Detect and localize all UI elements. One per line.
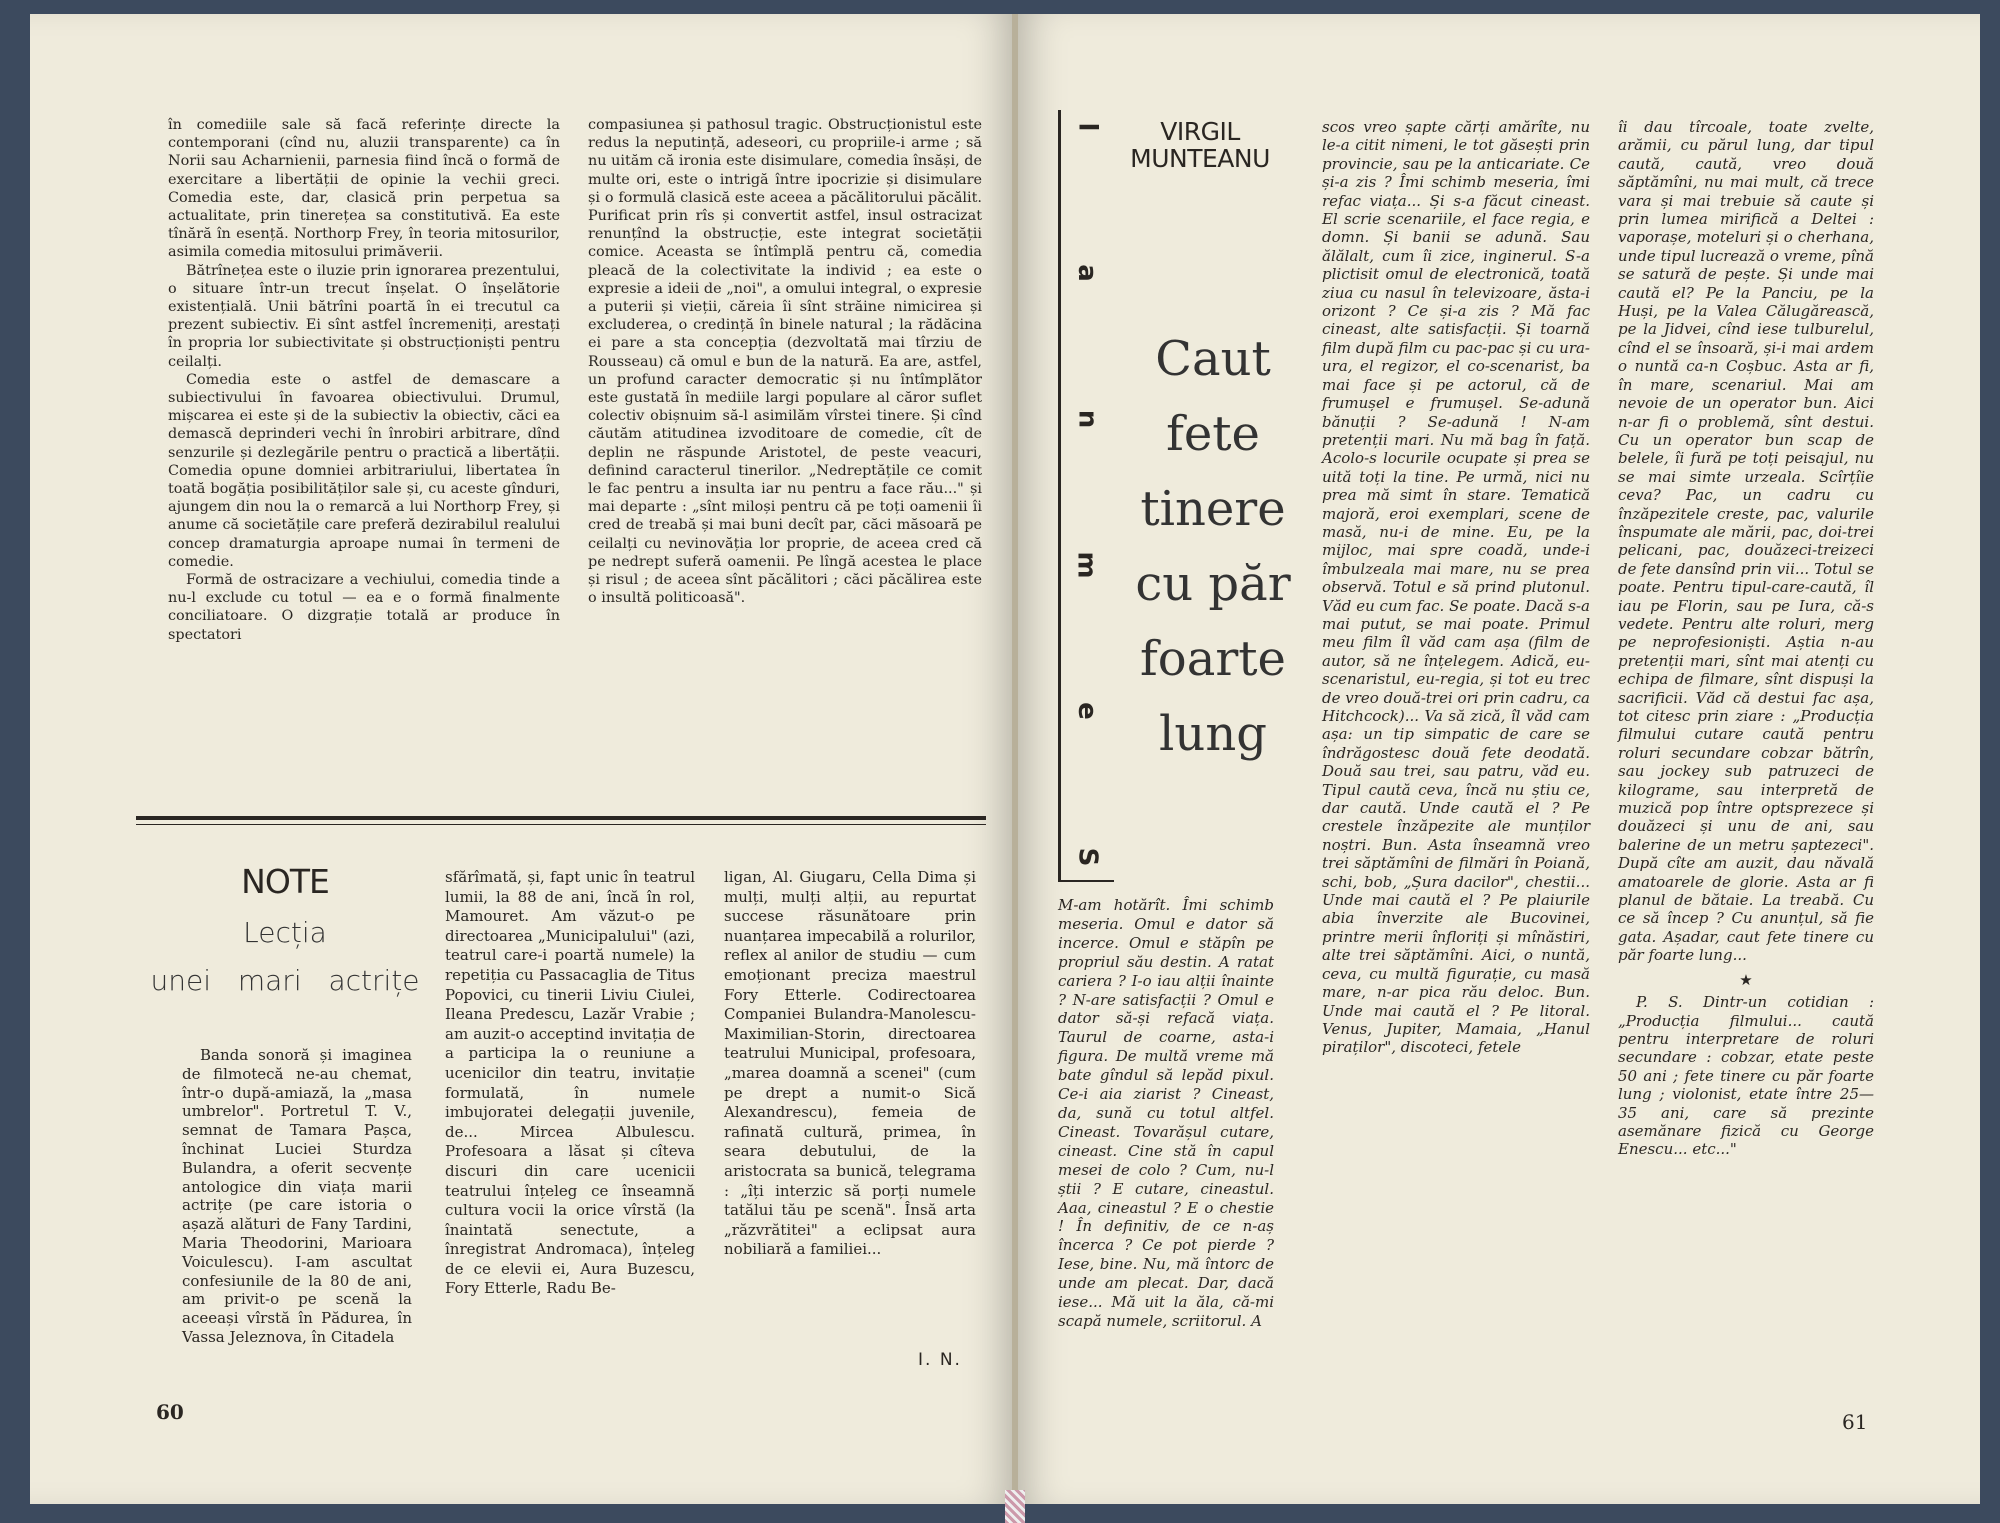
note-signoff: I. N. <box>918 1350 962 1370</box>
author-last-name: MUNTEANU <box>1130 144 1270 173</box>
essay-paragraph: compasiunea și pathosul tragic. Obstrucționistul este redus la neputință, adeseori, cu propriile-i arme ; să nu uităm că ironia este disimulare, comedia însăși, de multe ori, este o intrigă între ipocrizie și disimulare și o formulă clasică este aceea a păcălitorului păcălit. Purificat prin rîs și convertit astfel, insul ostracizat renunțînd la obstrucție, este integrat societății comice. Aceasta se întîmplă pentru că, comedia pleacă de la colectivitate la individ ; ea este o expresie a ideii de „noi", a omului integral, o expresie a puterii și vieții, căreia îi sînt străine nimicirea și excluderea, o credință în binele natural ; la rădăcina ei pare a sta concepția (dezvoltată mai tîrziu de Rousseau) că omul e bun de la natură. Ea are, astfel, un profund caracter democratic și nu întîmplător este gustată în mediile largi populare al căror suflet colectiv obișnuim să-l asimilăm vîrstei tinere. Și cînd căutăm atitudinea izvoditoare de comedie, cît de deplin ne răspunde Aristotel, de peste veacuri, definind caracterul tinerilor. „Nedreptățile ce comit le fac pentru a insulta iar nu pentru a face rău..." și mai departe : „sînt miloși pentru că pe toți oamenii îi cred de treabă și mai buni decît par, căci măsoară pe ceilalți cu nevinovăția lor proprie, de aceea cred că pe nedrept suferă oamenii. Pe lîngă acestea le place și risul ; de aceea sînt păcălitori ; căci păcălirea este o insultă politicoasă". <box>588 117 982 607</box>
essay-paragraph: Formă de ostracizare a vechiului, comedia tinde a nu-l exclude cu totul — ea e o formă finalmente conciliatoare. O dizgrație totală ar produce în spectatori <box>168 572 560 643</box>
title-line: tinere <box>1140 481 1286 537</box>
column-label-letter: a <box>1071 264 1102 282</box>
column-rule-vertical <box>1058 110 1061 880</box>
title-line: lung <box>1159 706 1267 762</box>
title-line: Caut <box>1155 331 1271 387</box>
article-paragraph: scos vreo șapte cărți amărîte, nu le-a citit nimeni, le tot găsești prin provincie, sau pe la anticariate. Ce și-a zis ? Îmi schimb meseria, îmi refac viața... Și s-a făcut cineast. El scrie scenariile, el face regia, e domn. Și banii se adună. Sau ălălalt, cum îi zice, inginerul. S-a plictisit omul de electronică, toată ziua cu nasul în televizoare, ăsta-i orizont ? Ce și-a zis ? Mă fac cineast, alte satisfacții. Și toarnă film după film cu pac-pac și cu ura-ura, el regizor, el co-scenarist, ba mai face și pe actorul, că de frumușel e frumușel. Se-adună bănuții ? Se-adună ! N-am pretenții mari. Nu mă bag în față. Acolo-s locurile ocupate și prea se uită toți la tine. Pe urmă, nici nu prea mă simt în stare. Tematică majoră, eroi exemplari, scene de masă, nu-i de mine. Eu, pe la mijloc, mai spre coadă, unde-i îmbulzeala mai mare, nu se prea observă. Totul e să prind plutonul. Văd eu cum fac. Se poate. Dacă s-a mai putut, se mai poate. Primul meu film îl văd cam așa (film de autor, să ne înțelegem. Adică, eu-scenaristul, eu-regia, și tot eu trec de vreo două-trei ori prin cadru, ca Hitchcock)... Va să zică, îl văd cam așa: un tip simpatic de care se îndrăgostesc două fete deodată. Două sau trei, sau patru, văd eu. Tipul caută ceva, încă nu știu ce, dar caută. Unde caută el ? Pe crestele înzăpezite ale munților noștri. Bun. Asta înseamnă vreo trei săptămîni de filmări în Poiană, schi, bob, „Șura dacilor", chestii... Unde mai caută el ? Pe plaiurile abia înverzite ale Bucovinei, printre merii înfloriți și mînăstiri, alte trei săptămîni. Aici, o nuntă, ceva, cu multă figurație, cu masă mare, n-ar pica rău deloc. Bun. Unde mai caută el ? Pe litoral. Venus, Jupiter, Mamaia, „Hanul piraților", discoteci, fetele <box>1322 118 1590 1057</box>
note-column-2 <box>445 868 695 1299</box>
essay-paragraph: Comedia este o astfel de demascare a subiectivului în favoarea obiectivului. Drumul, mișcarea ei este și de la subiectiv la obiectiv, căci ea demască deprinderi vechi în înrobiri arbitrare, dînd senzurile și dezlegările pentru o practică a libertății. Comedia opune domniei arbitrariului, libertatea în toată bogăția posibilităților sale și, cu aceste gînduri, ajungem din nou la o remarcă a lui Northorp Frey, și anume că societățile care preferă dezirabilul realului concep dramaturgia aproape numai în termeni de comedie. <box>168 371 560 570</box>
book-gutter <box>1012 14 1018 1504</box>
article-column-2 <box>1322 118 1590 1057</box>
note-column-3 <box>724 868 976 1260</box>
essay-column-2 <box>588 116 982 607</box>
essay-column-1 <box>168 116 560 644</box>
note-heading: NOTE <box>241 862 329 901</box>
binding-thread <box>1005 1490 1025 1523</box>
note-paragraph: ligan, Al. Giugaru, Cella Dima și mulți, mulți alții, au repurtat succese răsunătoare prin nuanțarea impecabilă a rolurilor, reflex al anilor de studiu — cum emoționant preciza maestrul Fory Etterle. Codirectoarea Companiei Bulandra-Manolescu-Maximilian-Storin, directoarea teatrului Municipal, profesoara, „marea doamnă a scenei" (cum pe drept a numit-o Sică Alexandrescu), femeia de rafinată cultură, primea, în seara debutului, de la aristocrata sa bunică, telegrama : „îți interzic să porți numele tatălui tău pe scenă". Însă arta „răzvrătitei" a eclipsat aura nobiliară a familiei... <box>724 868 976 1259</box>
column-rule-bottom <box>1058 880 1114 882</box>
column-label-letter: n <box>1071 409 1102 429</box>
star-ornament: ★ <box>1739 970 1753 989</box>
article-column-1 <box>1058 896 1274 1331</box>
page-number-right: 61 <box>1842 1410 1868 1434</box>
title-line: fete <box>1166 406 1260 462</box>
essay-paragraph: în comediile sale să facă referințe directe la contemporani (cînd nu, aluzii transparente) ca în Norii sau Acharnienii, parnesia fiind încă o formă de exercitare a libertății de opinie la vechii greci. Comedia este, dar, clasică prin perpetua sa actualitate, prin tinerețea sa constitutivă. Ea este tînără în esență. Northorp Frey, în teoria mitosurilor, asimila comedia mitosului primăverii. <box>168 117 560 261</box>
column-label-vertical <box>1062 112 1112 872</box>
column-label-letter: e <box>1071 702 1102 720</box>
author-first-name: VIRGIL <box>1160 117 1240 146</box>
section-divider-thin <box>136 824 986 825</box>
note-title-line-2: unei mari actrițe <box>150 964 420 997</box>
article-paragraph: M-am hotărît. Îmi schimb meseria. Omul e dator să incerce. Omul e stăpîn pe propriul său destin. A ratat cariera ? I-o iau alții înainte ? N-are satisfacții ? Omul e dator să-și refacă viața. Taurul de coarne, asta-i figura. De multă vreme mă bate gîndul să lepăd pixul. Ce-i aia ziarist ? Cineast, da, sună cu totul altfel. Cineast. Tovarășul cutare, cineast. Cine stă în capul mesei de colo ? Cum, nu-l știi ? E cutare, cineastul. Aaa, cineastul ? E o chestie ! În definitiv, de ce n-aș încerca ? Ce pot pierde ? Iese, bine. Nu, mă întorc de unde am plecat. Dar, dacă iese... Mă uit la ăla, că-mi scapă numele, scriitorul. A <box>1058 896 1274 1330</box>
section-divider-thick <box>136 816 986 820</box>
column-label-letter: m <box>1072 551 1102 579</box>
note-paragraph: sfărîmată, și, fapt unic în teatrul lumii, la 88 de ani, încă în rol, Mamouret. Am văzut-o pe directoarea „Municipalului" (azi, teatrul care-i poartă numele) la repetiția cu Passacaglia de Titus Popovici, cu tinerii Liviu Ciulei, Ileana Predescu, Lazăr Vrabie ; am auzit-o acceptind invitația de a participa la o reuniune a ucenicilor din teatru, invitație formulată, în numele imbujoratei delegații juvenile, de... Mircea Albulescu. Profesoara a lăsat și cîteva discuri din care ucenicii teatrului înțeleg ce înseamnă cultura vocii la orice vîrstă (la înaintată senectute, a înregistrat Andromaca), înțeleg de ce elevii ei, Aura Buzescu, Fory Etterle, Radu Be- <box>445 868 695 1298</box>
page-number-left: 60 <box>156 1400 184 1424</box>
article-paragraph: îi dau tîrcoale, toate zvelte, arămii, cu părul lung, dar tipul caută, caută, vreo două săptămîni, nu mai mult, că trece vara și mai trebuie să caute și prin lumea mirifică a Deltei : vaporașe, moteluri și o cherhana, unde tipul lucrează o vreme, pînă se satură de pește. Și unde mai caută el? Pe la Panciu, pe la Huși, pe la Valea Călugărească, pe la Jidvei, cînd iese tulburelul, cînd el se însoară, și-i mai ardem o nuntă ca-n Coșbuc. Asta ar fi, în mare, scenariul. Mai am nevoie de un operator bun. Aici n-ar fi o problemă, sînt destui. Cu un operator bun scap de belele, îi fură pe toți peisajul, nu se mai simte urzeala. Scîrțîie ceva? Pac, un cadru cu înzăpezitele creste, pac, valurile înspumate ale mării, pac, doi-trei pelicani, pac, douăzeci-treizeci de fete dansînd prin vii... Totul se poate. Pentru tipul-care-caută, îl iau pe Florin, sau pe Iura, că-s vedete. Pentru alte roluri, merg pe neprofesioniști. Aștia n-au pretenții mari, sînt mai atenți cu echipa de filmare, sînt dispuși la sacrificii. Văd că destui fac așa, tot citesc prin ziare : „Producția filmului cutare caută pentru roluri secundare cobzar bătrîn, sau jockey sub patruzeci de kilograme, sau interpretă de muzică pop între optsprezece și douăzeci și unu de ani, sau balerine de un metru șaptezeci". După cîte am auzit, dau năvală amatoarele de glorie. Asta ar fi planul de bătaie. La treabă. Cu ce să încep ? Cu anunțul, să fie gata. Așadar, caut fete tinere cu păr foarte lung... <box>1618 118 1874 965</box>
postscript: P. S. Dintr-un cotidian : „Producția filmului... caută pentru interpretare de roluri secundare : cobzar, etate peste 50 ani ; fete tinere cu păr foarte lung ; violonist, etate între 25—35 ani, care să prezinte asemănare fizică cu George Enescu... etc..." <box>1618 993 1874 1159</box>
essay-paragraph: Bătrînețea este o iluzie prin ignorarea prezentului, o situare într-un trecut înșelat. O înșelătorie existențială. Unii bătrîni poartă în ei trecutul ca prezent subiectiv. Ei sînt astfel încremeniți, arestați în propria lor subiectivitate și obstrucționiști pentru ceilalți. <box>168 262 560 370</box>
title-line: foarte <box>1140 631 1286 687</box>
note-title-line-1: Lecția <box>243 916 327 949</box>
article-title <box>1118 322 1308 772</box>
article-column-3 <box>1618 118 1874 1159</box>
note-paragraph: Banda sonoră și imaginea de filmotecă ne-au chemat, într-o după-amiază, la „masa umbrelor". Portretul T. V., semnat de Tamara Pașca, închinat Luciei Sturdza Bulandra, a oferit secvențe antologice din viața marii actrițe (pe care istoria o așază alături de Fany Tardini, Maria Theodorini, Marioara Voiculescu). I-am ascultat confesiunile de la 80 de ani, am privit-o pe scenă la aceeași vîrstă în Pădurea, în Vassa Jeleznova, în Citadela <box>182 1046 412 1346</box>
column-label-letter: l <box>1071 122 1102 132</box>
column-label-letter: S <box>1071 847 1102 867</box>
title-line: cu păr <box>1135 556 1291 612</box>
article-author <box>1120 118 1280 172</box>
note-column-1 <box>182 1046 412 1347</box>
